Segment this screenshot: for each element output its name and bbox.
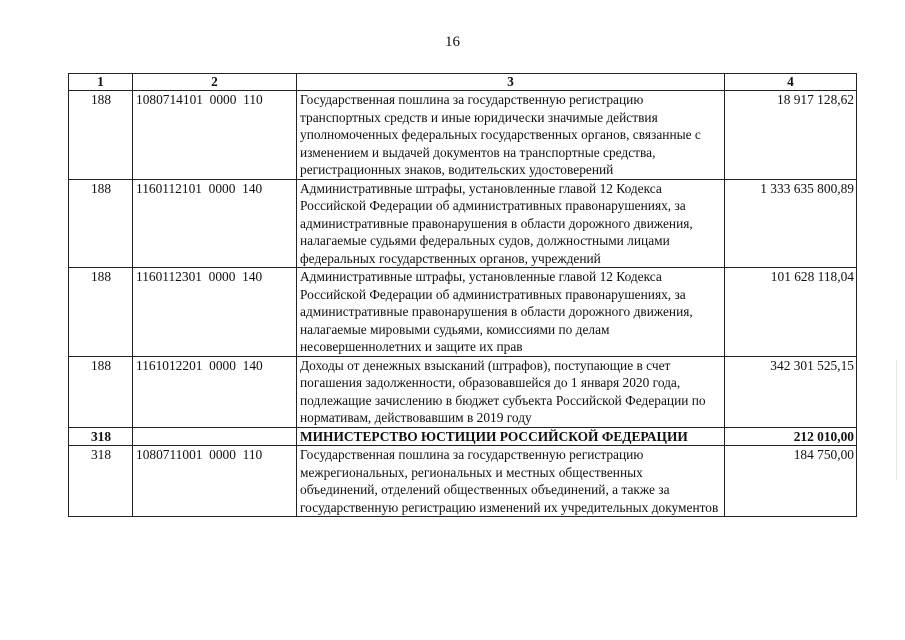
amount-cell: 101 628 118,04 xyxy=(725,268,857,357)
description-cell: Государственная пошлина за государственную регистрацию транспортных средств и иные юридически значимые действия уполномоченных федеральных государственных органов, связанные с изменением и выдачей документов на транспортные средства, регистрационных знаков, водительских удостоверений xyxy=(297,91,725,180)
table-row xyxy=(69,268,857,357)
scan-artifact-line xyxy=(896,360,897,480)
admin-code-cell: 318 xyxy=(69,427,133,446)
page-number: 16 xyxy=(445,34,460,50)
amount-cell: 184 750,00 xyxy=(725,446,857,517)
amount-cell: 18 917 128,62 xyxy=(725,91,857,180)
revenue-table xyxy=(68,73,857,517)
ministry-total-cell: 212 010,00 xyxy=(725,427,857,446)
table-header-row xyxy=(69,74,857,91)
table-row xyxy=(69,356,857,427)
description-cell: Доходы от денежных взысканий (штрафов), поступающие в счет погашения задолженности, образовавшейся до 1 января 2020 года, подлежащие зачислению в бюджет субъекта Российской Федерации по нормативам, действовавшим в 2019 году xyxy=(297,356,725,427)
description-cell: Административные штрафы, установленные главой 12 Кодекса Российской Федерации об административных правонарушениях, за административные правонарушения в области дорожного движения, налагаемые судьями федеральных судов, должностными лицами федеральных государственных органов, учреждений xyxy=(297,179,725,268)
kbk-code-cell: 1080711001 0000 110 xyxy=(133,446,297,517)
table-row xyxy=(69,179,857,268)
table-row xyxy=(69,91,857,180)
table-row xyxy=(69,446,857,517)
admin-code-cell: 188 xyxy=(69,356,133,427)
admin-code-cell: 318 xyxy=(69,446,133,517)
description-cell: Административные штрафы, установленные главой 12 Кодекса Российской Федерации об административных правонарушениях, за административные правонарушения в области дорожного движения, налагаемые мировыми судьями, комиссиями по делам несовершеннолетних и защите их прав xyxy=(297,268,725,357)
column-header-1: 1 xyxy=(69,74,133,91)
amount-cell: 1 333 635 800,89 xyxy=(725,179,857,268)
amount-cell: 342 301 525,15 xyxy=(725,356,857,427)
admin-code-cell: 188 xyxy=(69,268,133,357)
kbk-code-cell: 1080714101 0000 110 xyxy=(133,91,297,180)
column-header-4: 4 xyxy=(725,74,857,91)
column-header-2: 2 xyxy=(133,74,297,91)
ministry-name-cell: МИНИСТЕРСТВО ЮСТИЦИИ РОССИЙСКОЙ ФЕДЕРАЦИИ xyxy=(297,427,725,446)
kbk-code-cell: 1161012201 0000 140 xyxy=(133,356,297,427)
description-cell: Государственная пошлина за государственную регистрацию межрегиональных, региональных и местных общественных объединений, отделений общественных объединений, а также за государственную регистрацию изменений их учредительных документов xyxy=(297,446,725,517)
admin-code-cell: 188 xyxy=(69,91,133,180)
admin-code-cell: 188 xyxy=(69,179,133,268)
kbk-code-cell: 1160112101 0000 140 xyxy=(133,179,297,268)
kbk-code-cell: 1160112301 0000 140 xyxy=(133,268,297,357)
kbk-code-cell xyxy=(133,427,297,446)
ministry-header-row xyxy=(69,427,857,446)
column-header-3: 3 xyxy=(297,74,725,91)
